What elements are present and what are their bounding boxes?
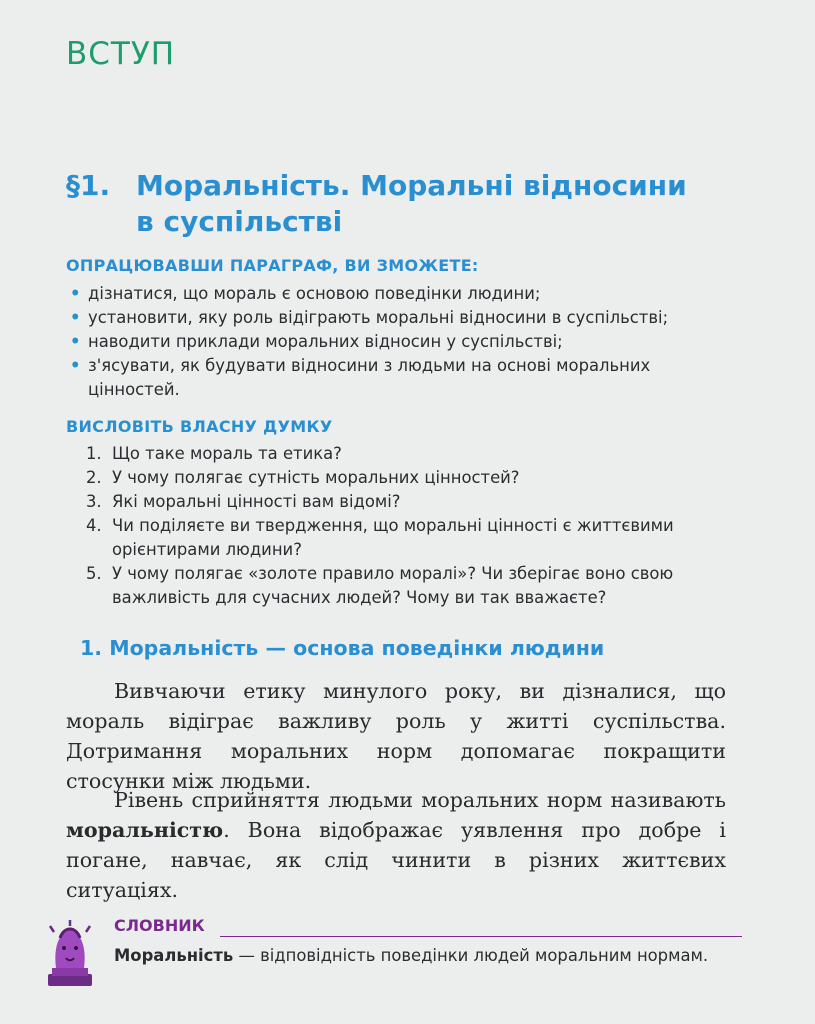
glossary-divider (220, 936, 742, 937)
section-label: ВСТУП (66, 36, 176, 72)
bullet-icon: • (70, 284, 81, 303)
questions-list (86, 442, 746, 610)
list-item: • наводити приклади моральних відносин у суспільстві; (66, 330, 746, 354)
list-item: • установити, яку роль відіграють моральні відносини в суспільстві; (66, 306, 746, 330)
bullet-icon: • (70, 308, 81, 327)
list-item: • з'ясувати, як будувати відносини з людьми на основі моральних цінностей. (70, 356, 651, 399)
subsection-title: 1. Моральність — основа поведінки людини (80, 636, 605, 660)
philosopher-bust-icon (44, 918, 96, 988)
goals-list (66, 282, 746, 402)
glossary-box (44, 912, 744, 992)
bullet-icon: • (70, 332, 81, 351)
opinion-heading: ВИСЛОВІТЬ ВЛАСНУ ДУМКУ (66, 417, 333, 436)
list-item: • дізнатися, що мораль є основою поведінки людини; (66, 282, 746, 306)
paragraph-number: §1. (66, 169, 111, 202)
paragraph-title-line1: Моральність. Моральні відносини (136, 169, 687, 202)
list-item: 3. Які моральні цінності вам відомі? (86, 492, 401, 511)
glossary-term: Моральність (114, 946, 234, 965)
body-paragraph-1: Вивчаючи етику минулого року, ви дізналися, що мораль відіграє важливу роль у житті суспільства. Дотримання моральних норм допомагає покращити стосунки між людьми. (66, 679, 726, 793)
key-term: моральністю (66, 818, 224, 842)
list-item: 4. Чи поділяєте ви твердження, що моральні цінності є життєвими орієнтирами людини? (86, 516, 674, 559)
body-paragraph-2: Рівень сприйняття людьми моральних норм називають моральністю. Вона відображає уявлення про добре і погане, навчає, як слід чинити в різних життєвих ситуаціях. (66, 788, 726, 902)
list-item: 5. У чому полягає «золоте правило моралі»? Чи зберігає воно свою важливість для сучасних людей? Чому ви так вважаєте? (86, 564, 674, 607)
glossary-heading: СЛОВНИК (114, 916, 205, 935)
glossary-definition: Моральність — відповідність поведінки людей моральним нормам. (114, 946, 709, 965)
bullet-icon: • (70, 356, 81, 375)
goals-heading: ОПРАЦЮВАВШИ ПАРАГРАФ, ВИ ЗМОЖЕТЕ: (66, 256, 479, 275)
paragraph-title-line2: в суспільстві (136, 205, 343, 238)
paragraph-title (66, 168, 766, 240)
list-item: 2. У чому полягає сутність моральних цінностей? (86, 468, 520, 487)
list-item: 1. Що таке мораль та етика? (86, 444, 342, 463)
